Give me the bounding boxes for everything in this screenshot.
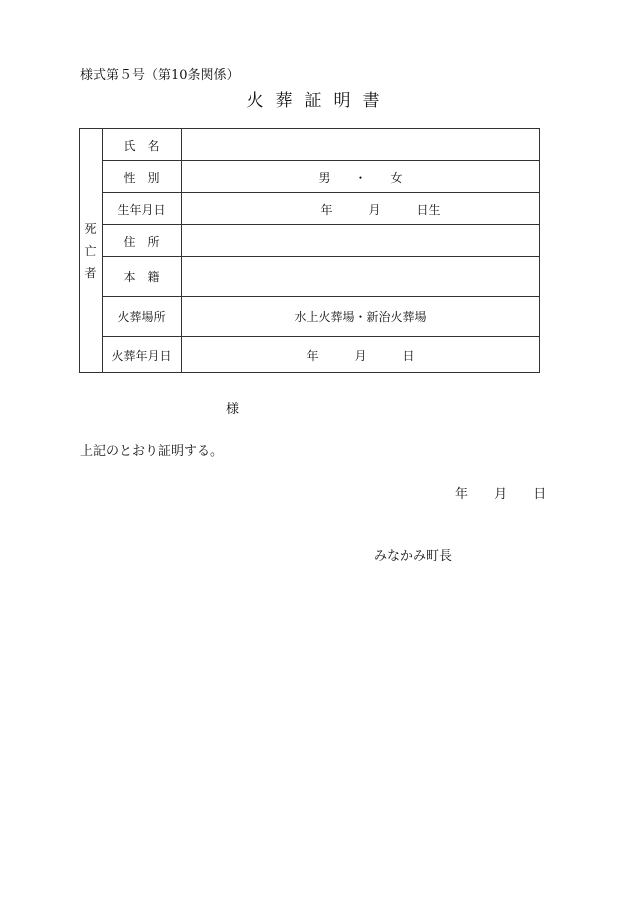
issuer-name: みなかみ町長: [374, 549, 453, 564]
value-cremation-date: 年 月 日: [306, 349, 415, 363]
table-divider: [102, 224, 539, 225]
certification-statement: 上記のとおり証明する。: [80, 444, 224, 459]
table-divider: [102, 336, 539, 337]
addressee-suffix: 様: [226, 402, 240, 417]
label-sex: 性 別: [123, 171, 160, 185]
value-sex: 男 ・ 女: [318, 171, 403, 185]
issue-date: 年 月 日: [455, 487, 547, 502]
table-divider: [102, 192, 539, 193]
deceased-label: [79, 218, 102, 284]
label-registered-domicile: 本 籍: [123, 270, 160, 284]
value-cremation-place: 水上火葬場・新治火葬場: [294, 310, 427, 324]
label-address: 住 所: [123, 235, 160, 249]
document-title: 火葬証明書: [246, 91, 392, 111]
table-divider: [102, 256, 539, 257]
label-cremation-place: 火葬場所: [117, 310, 166, 324]
deceased-label-char: 死: [84, 222, 97, 236]
table-divider: [102, 160, 539, 161]
value-birth-date: 年 月 日生: [320, 203, 441, 217]
certificate-table: [79, 128, 540, 373]
label-cremation-date: 火葬年月日: [111, 349, 172, 363]
deceased-label-char: 亡: [84, 244, 97, 258]
label-name: 氏 名: [123, 139, 160, 153]
deceased-label-char: 者: [84, 266, 97, 280]
label-birth-date: 生年月日: [117, 203, 166, 217]
form-number: 様式第５号（第10条関係）: [80, 68, 240, 83]
table-divider: [102, 296, 539, 297]
